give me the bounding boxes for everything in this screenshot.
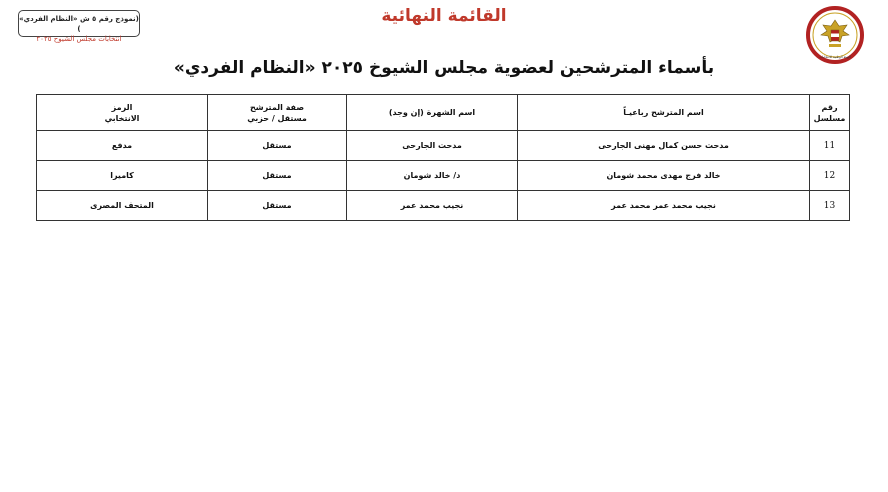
election-label: انتخابات مجلس الشيوخ ٢٠٢٥	[36, 35, 122, 43]
cell-status: مستقل	[208, 161, 347, 191]
cell-symbol: كاميرا	[37, 161, 208, 191]
national-election-authority-logo	[806, 6, 864, 66]
table-row	[37, 191, 850, 221]
cell-name: خالد فرج مهدى محمد شومان	[518, 161, 810, 191]
header-serial: رقم مسلسل	[810, 95, 850, 131]
table-row	[37, 161, 850, 191]
cell-nickname: نجيب محمد عمر	[347, 191, 518, 221]
cell-name: مدحت حسن كمال مهنى الجارحى	[518, 131, 810, 161]
header-nickname: اسم الشهرة (إن وجد)	[347, 95, 518, 131]
table-row	[37, 131, 850, 161]
cell-nickname: د/ خالد شومان	[347, 161, 518, 191]
header-symbol: الرمز الانتخابي	[37, 95, 208, 131]
cell-serial: 12	[810, 161, 850, 191]
logo-caption: الهيئة الوطنية للانتخابات	[819, 55, 851, 59]
cell-symbol: المتحف المصرى	[37, 191, 208, 221]
egypt-eagle-emblem-icon	[821, 20, 849, 47]
cell-symbol: مدفع	[37, 131, 208, 161]
candidates-heading: بأسماء المترشحين لعضوية مجلس الشيوخ ٢٠٢٥ «النظام الفردي»	[173, 58, 715, 78]
final-list-title: القائمة النهائية	[381, 6, 507, 26]
header-name: اسم المترشح رباعيـاً	[518, 95, 810, 131]
cell-name: نجيب محمد عمر محمد عمر	[518, 191, 810, 221]
cell-status: مستقل	[208, 191, 347, 221]
candidates-table	[36, 94, 850, 221]
cell-serial: 11	[810, 131, 850, 161]
table-header-row	[37, 95, 850, 131]
cell-nickname: مدحت الجارحى	[347, 131, 518, 161]
cell-serial: 13	[810, 191, 850, 221]
header-status: صفة المترشح مستقل / حزبي	[208, 95, 347, 131]
cell-status: مستقل	[208, 131, 347, 161]
form-number-label: (نموذج رقم ٥ ش «النظام الفردي» )	[19, 15, 139, 33]
